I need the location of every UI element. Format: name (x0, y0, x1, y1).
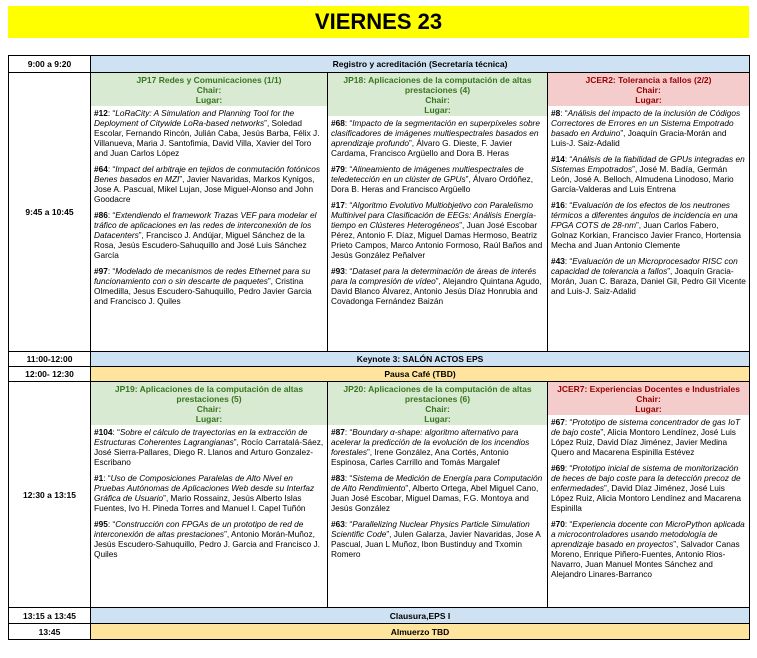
session-jcer2 (548, 73, 750, 352)
paper-id: #97 (94, 266, 108, 276)
paper-title: Boundary α-shape: algoritmo alternativo para acelerar la predicción de la evolución de los incendios forestales (331, 427, 530, 457)
day-title: VIERNES 23 (314, 9, 443, 34)
paper-authors: , Antonio Morán-Muñoz, Jesús Escudero-Sahuquillo, Pedro J. Garcia and Francisco J. Quiles (94, 529, 320, 559)
session-header (328, 73, 547, 116)
paper-entry: #12: “LoRaCity: A Simulation and Planning Tool for the Deployment of Citywide LoRa-based networks”, Soledad Escolar, Fernando Rincón, Julián Caba, Jesús Barba, Félix J. Villanueva, Maria J. Santofimia, David Villa, Xavier del Toro and Juan Carlos López (94, 108, 320, 158)
time-cell: 13:45 (9, 624, 91, 640)
session-header (91, 382, 327, 425)
paper-title: Impacto de la segmentación en superpíxeles sobre clasificadores de imágenes multiespectrales basados en aprendizaje profundo (331, 118, 540, 148)
paper-authors: , Julen Galarza, Javier Navaridas, Jose A Pascual, Juan L Muñoz, Ibon Bustinduy and Txomin Romero (331, 529, 541, 559)
paper-id: #12 (94, 108, 108, 118)
paper-authors: , Joaquín Gracia-Morán, Juan C. Baraza, Daniel Gil, Pedro Gil Vicente and Luis-J. Saiz-Adalid (551, 266, 746, 296)
session-jcer7 (548, 382, 750, 608)
paper-id: #67 (551, 417, 565, 427)
paper-entry: #70: “Experiencia docente con MicroPython aplicada a microcontroladores usando metodología de aprendizaje basado en proyectos”, Salvador Canas Moreno, Enrique Piñero-Fuentes, Antonio Rios-Navarro, Juan Manuel Montes Sánchez and Alejandro Linares-Barranco (551, 519, 745, 579)
session-title: JP20: Aplicaciones de la computación de altas prestaciones (6) (343, 384, 532, 404)
paper-authors: , Alejandro Quintana Agudo, David Blanco Álvarez, Antonio Jesús Díaz Honrubia and Covadonga Fernández Baizán (331, 276, 542, 306)
row-almuerzo (9, 624, 750, 640)
paper-entry: #63: “Parallelizing Nuclear Physics Particle Simulation Scientific Code”, Julen Galarza, Javier Navaridas, Jose A Pascual, Juan L Muñoz, Ibon Bustinduy and Txomin Romero (331, 519, 541, 559)
paper-title: Dataset para la determinación de áreas de interés para la compresión de vídeo (331, 266, 537, 286)
paper-id: #16 (551, 200, 565, 210)
paper-title: Prototipo de sistema concentrador de gas IoT de bajo coste (551, 417, 741, 437)
row-pausa (9, 367, 750, 382)
registro-cell: Registro y acreditación (Secretaría técnica) (91, 56, 750, 73)
paper-authors: , Irene González, Ana Cortés, Antonio Espinosa, Carles Carrillo and Tomás Margalef (331, 447, 509, 467)
row-keynote (9, 352, 750, 367)
pausa-cell: Pausa Café (TBD) (91, 367, 750, 382)
paper-entry: #93: “Dataset para la determinación de áreas de interés para la compresión de vídeo”, Alejandro Quintana Agudo, David Blanco Álvarez, Antonio Jesús Díaz Honrubia and Covadonga Fernández Baizán (331, 266, 542, 306)
paper-authors: , Joaquín Gracia-Morán and Luis-J. Saiz-Adalid (551, 128, 727, 148)
paper-entry: #104: “Sobre el cálculo de trayectorias en la extracción de Estructuras Coherentes Lagrangianas”, Rocío Carratalá-Sáez, José Sierra-Pallares, Diego R. Llanos and Arturo Gonzalez-Escribano (94, 427, 324, 467)
paper-authors: , José M. Badía, Germán León, José A. Belloch, Almudena Linodoso, Mario García-Valderas and Luis Entrena (551, 164, 734, 194)
paper-id: #95 (94, 519, 108, 529)
session-jp19 (91, 382, 328, 608)
row-registro (9, 56, 750, 73)
paper-authors: , Rocío Carratalá-Sáez, José Sierra-Pallares, Diego R. Llanos and Arturo Gonzalez-Escribano (94, 437, 324, 467)
paper-list (548, 415, 749, 581)
paper-title: LoRaCity: A Simulation and Planning Tool for the Deployment of Citywide LoRa-based networks (94, 108, 295, 128)
paper-id: #43 (551, 256, 565, 266)
paper-id: #87 (331, 427, 345, 437)
session-chair: Chair: (196, 404, 222, 414)
paper-authors: , Soledad Escolar, Fernando Rincón, Julián Caba, Jesús Barba, Félix J. Villanueva, Maria J. Santofimia, David Villa, Xavier del Toro and Juan Carlos López (94, 118, 320, 158)
paper-title: Extendiendo el framework Trazas VEF para modelar el tráfico de aplicaciones en las redes de interconexión de los Datacenters (94, 210, 317, 240)
row-morning (9, 73, 750, 352)
paper-entry: #86: “Extendiendo el framework Trazas VEF para modelar el tráfico de aplicaciones en las redes de interconexión de los Datacenters”, Francisco J. Andújar, Miguel Sánchez de la Rosa, Jesús Escudero-Sahuquillo and José Luis Sánchez García (94, 210, 317, 260)
paper-title: Evaluación de un Microprocesador RISC con capacidad de tolerancia a fallos (551, 256, 738, 276)
paper-id: #64 (94, 164, 108, 174)
paper-id: #1 (94, 473, 104, 483)
paper-entry: #1: “Uso de Composiciones Paralelas de Alto Nivel en Pruebas Autónomas de Aplicaciones Web desde su Interfaz Gráfica de Usuario”, Mario Rossainz, Jesús Alberto Islas Fuentes, Ivo H. Pineda Torres and Manuel I. Capel Tuñón (94, 473, 315, 513)
paper-id: #69 (551, 463, 565, 473)
paper-authors: , Álvaro G. Dieste, F. Javier Cardama, Francisco Argüello and Dora B. Heras (331, 138, 513, 158)
paper-authors: , Salvador Canas Moreno, Enrique Piñero-Fuentes, Antonio Rios-Navarro, Juan Manuel Montes Sánchez and Alejandro Linares-Barranco (551, 539, 740, 579)
paper-entry: #87: “Boundary α-shape: algoritmo alternativo para acelerar la predicción de la evolución de los incendios forestales”, Irene González, Ana Cortés, Antonio Espinosa, Carles Carrillo and Tomás Margalef (331, 427, 530, 467)
paper-entry: #69: “Prototipo inicial de sistema de monitorización de heces de bajo coste para la detección precoz de enfermedades”, David Díaz Jiménez, José Luis López Ruiz, Alicia Montoro Lendínez and Macarena Espinilla (551, 463, 742, 513)
session-lugar: Lugar: (195, 95, 223, 105)
paper-title: Alineamiento de imágenes multiespectrales de teledetección en un clúster de GPUs (331, 164, 524, 184)
session-chair: Chair: (425, 95, 450, 105)
paper-id: #68 (331, 118, 345, 128)
paper-authors: , Francisco J. Andújar, Miguel Sánchez de la Rosa, Jesús Escudero-Sahuquillo and José Luis Sánchez García (94, 230, 307, 260)
paper-authors: , Juan José Escobar Pérez, Antonio F. Díaz, Miguel Damas Hermoso, Beatriz Prieto Campos, Marco Antonio Formoso, Raúl Baños and Jesús González Peñalver (331, 220, 543, 260)
paper-id: #79 (331, 164, 345, 174)
row-clausura (9, 608, 750, 624)
paper-list (91, 425, 327, 561)
session-title: JCER2: Tolerancia a fallos (2/2) (585, 75, 712, 85)
paper-id: #70 (551, 519, 565, 529)
time-cell: 11:00-12:00 (9, 352, 91, 367)
session-title: JP18: Aplicaciones de la computación de altas prestaciones (4) (343, 75, 532, 95)
session-lugar: Lugar: (635, 95, 662, 105)
paper-entry: #43: “Evaluación de un Microprocesador RISC con capacidad de tolerancia a fallos”, Joaquín Gracia-Morán, Juan C. Baraza, Daniel Gil, Pedro Gil Vicente and Luis-J. Saiz-Adalid (551, 256, 746, 296)
paper-id: #63 (331, 519, 345, 529)
program-table (8, 55, 750, 640)
paper-id: #86 (94, 210, 108, 220)
session-header (548, 382, 749, 415)
paper-entry: #68: “Impacto de la segmentación en superpíxeles sobre clasificadores de imágenes multiespectrales basados en aprendizaje profundo”, Álvaro G. Dieste, F. Javier Cardama, Francisco Argüello and Dora B. Heras (331, 118, 540, 158)
paper-title: Sistema de Medición de Energía para Computación de Alto Rendimiento (331, 473, 543, 493)
session-title: JP17 Redes y Comunicaciones (1/1) (136, 75, 282, 85)
paper-list (91, 106, 327, 308)
session-header (328, 382, 547, 425)
day-title-banner (8, 6, 749, 38)
paper-authors: , Javier Navaridas, Markos Kynigos, Jose A. Pascual, Mikel Lujan, Jose Miguel-Alonso and John Goodacre (94, 174, 315, 204)
paper-title: Experiencia docente con MicroPython aplicada a microcontroladores usando metodología de aprendizaje basado en proyectos (551, 519, 745, 549)
session-jp18 (328, 73, 548, 352)
paper-list (328, 116, 547, 308)
paper-list (548, 106, 749, 298)
paper-authors: , Juan Carlos Fabero, Golnaz Korkian, Francisco Javier Franco, Hortensia Mecha and Juan Antonio Clemente (551, 220, 741, 250)
paper-id: #93 (331, 266, 345, 276)
session-header (91, 73, 327, 106)
clausura-cell: Clausura,EPS I (91, 608, 750, 624)
session-header (548, 73, 749, 106)
time-cell: 9:45 a 10:45 (9, 73, 91, 352)
session-lugar: Lugar: (635, 404, 662, 414)
session-chair: Chair: (425, 404, 450, 414)
paper-id: #17 (331, 200, 345, 210)
paper-id: #83 (331, 473, 345, 483)
paper-entry: #64: “Impact del arbitraje en tejidos de conmutación fotónicos Benes basados en MZI”, Javier Navaridas, Markos Kynigos, Jose A. Pascual, Mikel Lujan, Jose Miguel-Alonso and John Goodacre (94, 164, 320, 204)
time-cell: 13:15 a 13:45 (9, 608, 91, 624)
time-cell: 9:00 a 9:20 (9, 56, 91, 73)
session-jp17 (91, 73, 328, 352)
session-lugar: Lugar: (195, 414, 223, 424)
paper-title: Algoritmo Evolutivo Multiobjetivo con Paralelismo Multinivel para Clasificación de EEGs: Análisis Energía-tiempo en Clústeres Heterogéneos (331, 200, 536, 230)
session-lugar: Lugar: (424, 414, 451, 424)
session-title: JP19: Aplicaciones de la computación de altas prestaciones (5) (114, 384, 304, 404)
paper-entry: #83: “Sistema de Medición de Energía para Computación de Alto Rendimiento”, Alberto Ortega, Abel Miguel Cano, Juan José Escobar, Miguel Damas, F.G. Montoya and Jesús González (331, 473, 543, 513)
paper-title: Construcción con FPGAs de un prototipo de red de interconexión de altas prestaciones (94, 519, 304, 539)
session-chair: Chair: (196, 85, 222, 95)
paper-authors: , Mario Rossainz, Jesús Alberto Islas Fuentes, Ivo H. Pineda Torres and Manuel I. Capel Tuñón (94, 493, 306, 513)
paper-authors: , Álvaro Ordóñez, Dora B. Heras and Francisco Argüello (331, 174, 533, 194)
paper-authors: , Cristina Olmedilla, Jesus Escudero-Sahuquillo, Pedro Javier Garcia and Francisco J. Quiles (94, 276, 312, 306)
paper-id: #14 (551, 154, 565, 164)
paper-entry: #17: “Algoritmo Evolutivo Multiobjetivo con Paralelismo Multinivel para Clasificación de EEGs: Análisis Energía-tiempo en Clústeres Heterogéneos”, Juan José Escobar Pérez, Antonio F. Díaz, Miguel Damas Hermoso, Beatriz Prieto Campos, Marco Antonio Formoso, Raúl Baños and Jesús González Peñalver (331, 200, 543, 260)
session-chair: Chair: (636, 85, 661, 95)
keynote-cell: Keynote 3: SALÓN ACTOS EPS (91, 352, 750, 367)
paper-title: Análisis de la fiabilidad de GPUs integradas en Sistemas Empotrados (551, 154, 745, 174)
paper-entry: #14: “Análisis de la fiabilidad de GPUs integradas en Sistemas Empotrados”, José M. Badía, Germán León, José A. Belloch, Almudena Linodoso, Mario García-Valderas and Luis Entrena (551, 154, 745, 194)
paper-title: Análisis del impacto de la inclusión de Códigos Correctores de Errores en un Sistema Empotrado basado en Arduino (551, 108, 741, 138)
paper-id: #104 (94, 427, 113, 437)
paper-title: Uso de Composiciones Paralelas de Alto Nivel en Pruebas Autónomas de Aplicaciones Web desde su Interfaz Gráfica de Usuario (94, 473, 315, 503)
paper-title: Parallelizing Nuclear Physics Particle Simulation Scientific Code (331, 519, 530, 539)
almuerzo-cell: Almuerzo TBD (91, 624, 750, 640)
paper-authors: , Alberto Ortega, Abel Miguel Cano, Juan José Escobar, Miguel Damas, F.G. Montoya and Jesús González (331, 483, 539, 513)
paper-title: Prototipo inicial de sistema de monitorización de heces de bajo coste para la detección precoz de enfermedades (551, 463, 741, 493)
paper-title: Evaluación de los efectos de los neutrones térmicos a diferentes ángulos de incidencia en una FPGA COTS de 28-nm (551, 200, 738, 230)
paper-entry: #97: “Modelado de mecanismos de redes Ethernet para su funcionamiento con o sin descarte de paquetes”, Cristina Olmedilla, Jesus Escudero-Sahuquillo, Pedro Javier Garcia and Francisco J. Quiles (94, 266, 312, 306)
paper-title: Modelado de mecanismos de redes Ethernet para su funcionamiento con o sin descarte de paquetes (94, 266, 311, 286)
session-jp20 (328, 382, 548, 608)
time-cell: 12:00- 12:30 (9, 367, 91, 382)
paper-list (328, 425, 547, 561)
paper-entry: #16: “Evaluación de los efectos de los neutrones térmicos a diferentes ángulos de incidencia en una FPGA COTS de 28-nm”, Juan Carlos Fabero, Golnaz Korkian, Francisco Javier Franco, Hortensia Mecha and Juan Antonio Clemente (551, 200, 741, 250)
paper-authors: , Alicia Montoro Lendínez, José Luis López Ruiz, David Díaz Jiménez, Javier Medina Quero and Macarena Espinilla Estévez (551, 427, 736, 457)
session-lugar: Lugar: (424, 105, 451, 115)
paper-entry: #79: “Alineamiento de imágenes multiespectrales de teledetección en un clúster de GPUs”, Álvaro Ordóñez, Dora B. Heras and Francisco Argüello (331, 164, 533, 194)
paper-entry: #8: “Análisis del impacto de la inclusión de Códigos Correctores de Errores en un Sistema Empotrado basado en Arduino”, Joaquín Gracia-Morán and Luis-J. Saiz-Adalid (551, 108, 741, 148)
paper-id: #8 (551, 108, 561, 118)
paper-entry: #95: “Construcción con FPGAs de un prototipo de red de interconexión de altas prestaciones”, Antonio Morán-Muñoz, Jesús Escudero-Sahuquillo, Pedro J. Garcia and Francisco J. Quiles (94, 519, 320, 559)
time-cell: 12:30 a 13:15 (9, 382, 91, 608)
paper-title: Impact del arbitraje en tejidos de conmutación fotónicos Benes basados en MZI (94, 164, 320, 184)
session-title: JCER7: Experiencias Docentes e Industriales (557, 384, 740, 394)
session-chair: Chair: (636, 394, 661, 404)
row-midday (9, 382, 750, 608)
paper-title: Sobre el cálculo de trayectorias en la extracción de Estructuras Coherentes Lagrangianas (94, 427, 308, 447)
paper-entry: #67: “Prototipo de sistema concentrador de gas IoT de bajo coste”, Alicia Montoro Lendínez, José Luis López Ruiz, David Díaz Jiménez, Javier Medina Quero and Macarena Espinilla Estévez (551, 417, 741, 457)
paper-authors: , David Díaz Jiménez, José Luis López Ruiz, Alicia Montoro Lendínez and Macarena Espinilla (551, 483, 742, 513)
